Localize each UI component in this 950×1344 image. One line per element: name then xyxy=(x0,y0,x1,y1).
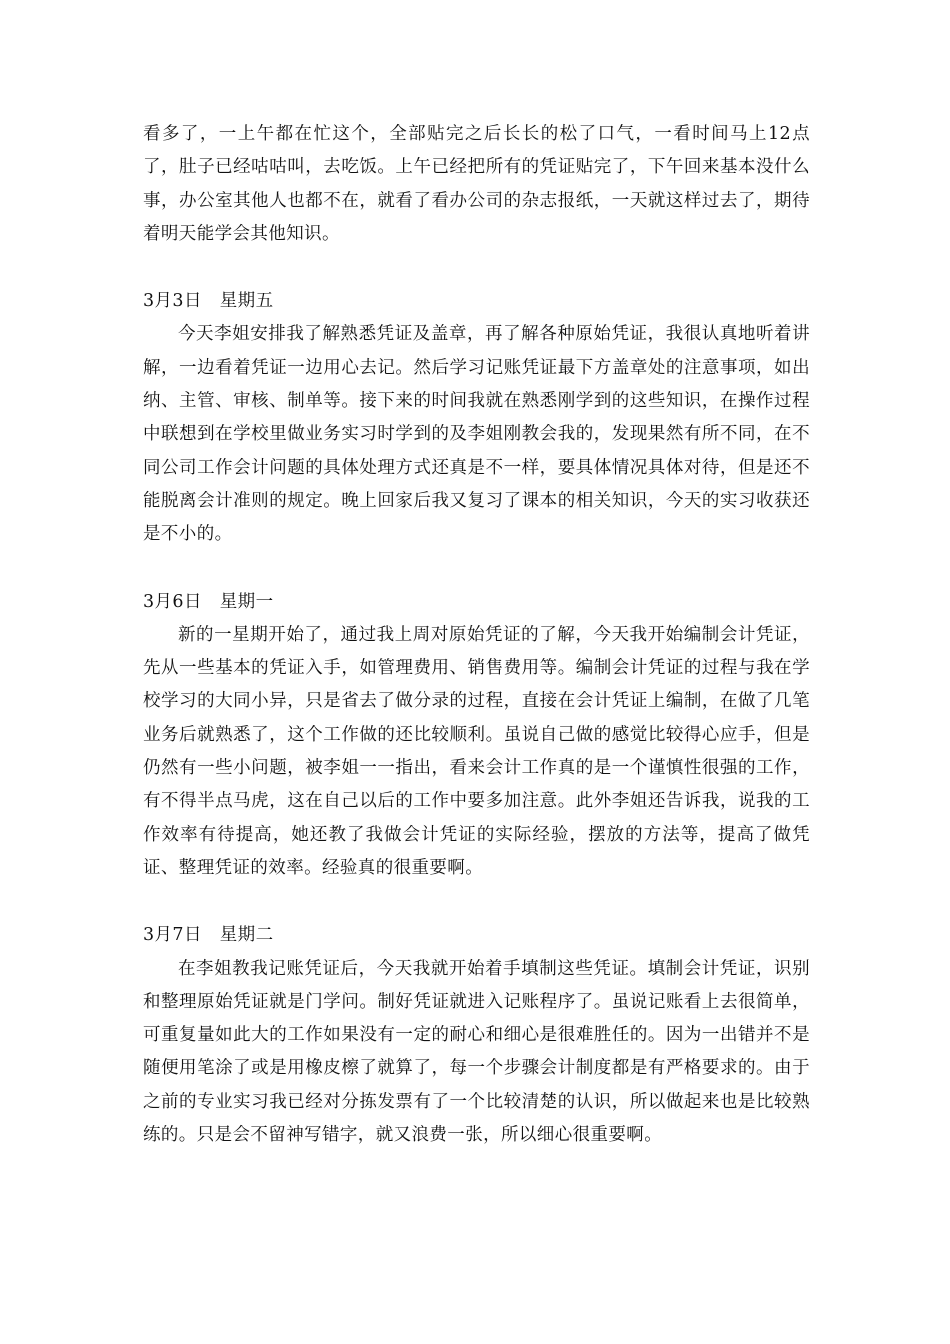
entry-weekday: 星期五 xyxy=(219,291,274,312)
diary-entry xyxy=(143,586,810,886)
paragraph-gap xyxy=(143,885,810,919)
diary-entry xyxy=(143,919,810,1152)
entry-date: 3月6日 xyxy=(143,591,202,612)
diary-entry xyxy=(143,285,810,551)
entry-weekday: 星期二 xyxy=(219,925,274,946)
entry-date: 3月7日 xyxy=(143,925,202,946)
intro-paragraph: 看多了，一上午都在忙这个，全部贴完之后长长的松了口气，一看时间马上12点了，肚子已经咕咕叫，去吃饭。上午已经把所有的凭证贴完了，下午回来基本没什么事，办公室其他人也都不在，就看了看办公司的杂志报纸，一天就这样过去了，期待着明天能学会其他知识。 xyxy=(143,124,810,244)
entry-body: 在李姐教我记账凭证后，今天我就开始着手填制这些凭证。填制会计凭证，识别和整理原始凭证就是门学问。制好凭证就进入记账程序了。虽说记账看上去很简单，可重复量如此大的工作如果没有一定的耐心和细心是很难胜任的。因为一出错并不是随便用笔涂了或是用橡皮檫了就算了，每一个步骤会计制度都是有严格要求的。由于之前的专业实习我已经对分拣发票有了一个比较清楚的认识，所以做起来也是比较熟练的。只是会不留神写错字，就又浪费一张，所以细心很重要啊。 xyxy=(143,958,810,1146)
entry-heading xyxy=(143,919,810,952)
entry-body: 新的一星期开始了，通过我上周对原始凭证的了解，今天我开始编制会计凭证，先从一些基本的凭证入手，如管理费用、销售费用等。编制会计凭证的过程与我在学校学习的大同小异，只是省去了做分录的过程，直接在会计凭证上编制，在做了几笔业务后就熟悉了，这个工作做的还比较顺利。虽说自己做的感觉比较得心应手，但是仍然有一些小问题，被李姐一一指出，看来会计工作真的是一个谨慎性很强的工作，有不得半点马虎，这在自己以后的工作中要多加注意。此外李姐还告诉我，说我的工作效率有待提高，她还教了我做会计凭证的实际经验，摆放的方法等，提高了做凭证、整理凭证的效率。经验真的很重要啊。 xyxy=(143,624,810,878)
entry-date: 3月3日 xyxy=(143,291,202,312)
document-body xyxy=(143,118,810,1152)
paragraph-gap xyxy=(143,251,810,285)
entry-body: 今天李姐安排我了解熟悉凭证及盖章，再了解各种原始凭证，我很认真地听着讲解，一边看着凭证一边用心去记。然后学习记账凭证最下方盖章处的注意事项，如出纳、主管、审核、制单等。接下来的时间我就在熟悉刚学到的这些知识，在操作过程中联想到在学校里做业务实习时学到的及李姐刚教会我的，发现果然有所不同，在不同公司工作会计问题的具体处理方式还真是不一样，要具体情况具体对待，但是还不能脱离会计准则的规定。晚上回家后我又复习了课本的相关知识，今天的实习收获还是不小的。 xyxy=(143,324,810,545)
entry-heading xyxy=(143,586,810,619)
entry-weekday: 星期一 xyxy=(219,591,274,612)
paragraph-gap xyxy=(143,552,810,586)
entry-heading xyxy=(143,285,810,318)
